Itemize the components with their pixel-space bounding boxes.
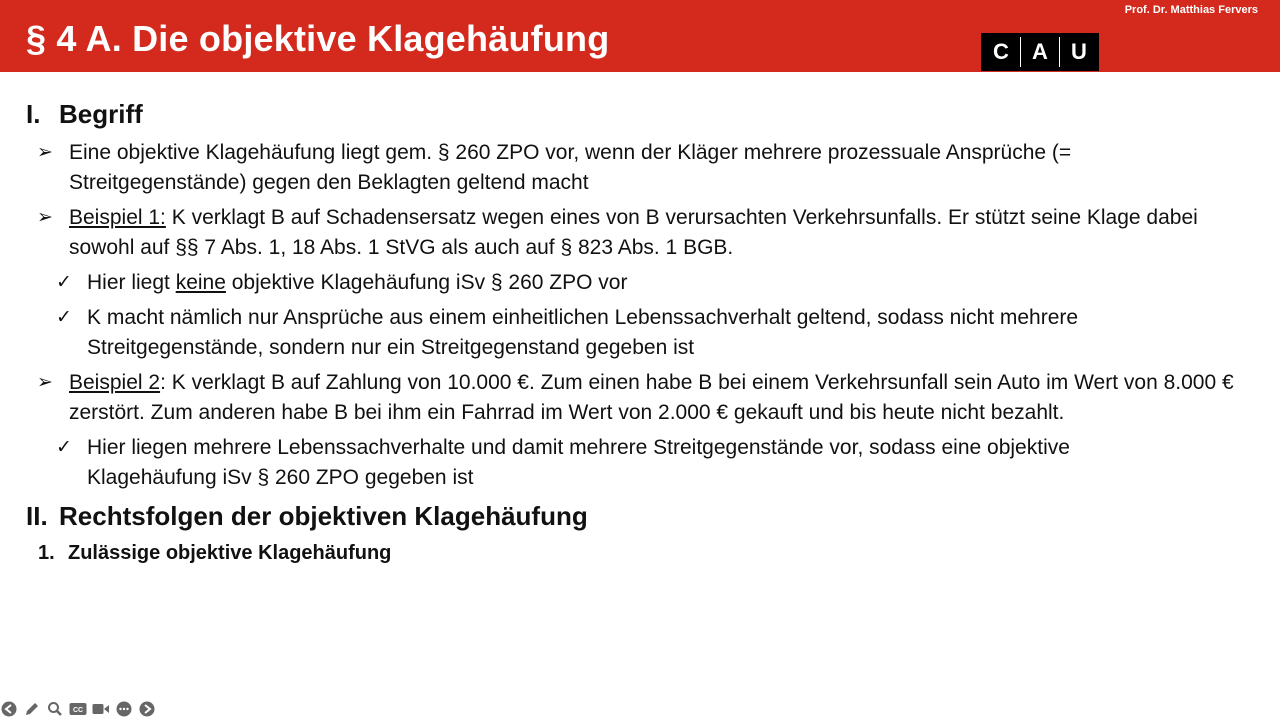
arrow-icon: ➢ xyxy=(37,372,53,393)
check-icon: ✓ xyxy=(56,272,72,293)
check-text: K macht nämlich nur Ansprüche aus einem einheitlichen Lebenssachverhalt geltend, sodass nicht mehrere Streitgegenstände, sondern nur ein Streitgegenstand gegeben ist xyxy=(87,306,1079,359)
section-title: Begriff xyxy=(59,99,143,129)
check-icon: ✓ xyxy=(56,307,72,328)
svg-text:CC: CC xyxy=(72,707,84,714)
bullet-text: Eine objektive Klagehäufung liegt gem. § 260 ZPO vor, wenn der Kläger mehrere prozessuale Ansprüche (= Streitgegenstände) gegen den Beklagten geltend macht xyxy=(69,141,1072,194)
subsection-title: Zulässige objektive Klagehäufung xyxy=(68,542,392,564)
captions-icon[interactable] xyxy=(69,700,87,718)
bullet-beispiel-1 xyxy=(37,203,1249,263)
logo-letter-u: U xyxy=(1071,39,1087,64)
more-icon[interactable] xyxy=(115,700,133,718)
section-number: II. xyxy=(26,501,48,531)
subsection-number: 1. xyxy=(38,542,55,564)
check-text-underlined: keine xyxy=(175,271,226,294)
logo-letter-c: C xyxy=(993,39,1009,64)
bullet-definition xyxy=(37,138,1249,198)
check-item-keine xyxy=(56,268,1257,298)
presentation-toolbar xyxy=(0,699,156,719)
arrow-icon: ➢ xyxy=(37,207,53,228)
zoom-icon[interactable] xyxy=(46,700,64,718)
subsection-heading-zulaessige xyxy=(38,542,391,565)
bullet-beispiel-2 xyxy=(37,368,1259,428)
bullet-text: : K verklagt B auf Zahlung von 10.000 €. Zum einen habe B bei einem Verkehrsunfall sein Auto im Wert von 8.000 € zerstört. Zum anderen habe B bei ihm ein Fahrrad im Wert von 2.000 € gekauft und bis heute nicht bezahlt. xyxy=(69,371,1234,424)
section-number: I. xyxy=(26,99,41,129)
section-heading-begriff xyxy=(26,99,143,130)
logo-letter-a: A xyxy=(1032,39,1048,64)
video-icon[interactable] xyxy=(92,700,110,718)
check-item-mehrere xyxy=(56,433,1187,493)
author-name: Prof. Dr. Matthias Fervers xyxy=(1124,4,1258,16)
check-icon: ✓ xyxy=(56,437,72,458)
check-text: Hier liegen mehrere Lebenssachverhalte und damit mehrere Streitgegenstände vor, sodass eine objektive Klagehäufung iSv § 260 ZPO gegeben ist xyxy=(87,436,1070,489)
pen-icon[interactable] xyxy=(23,700,41,718)
previous-icon[interactable] xyxy=(0,700,18,718)
section-title: Rechtsfolgen der objektiven Klagehäufung xyxy=(59,501,588,531)
bullet-text: K verklagt B auf Schadensersatz wegen eines von B verursachten Verkehrsunfalls. Er stützt seine Klage dabei sowohl auf §§ 7 Abs. 1, 18 Abs. 1 StVG als auch auf § 823 Abs. 1 BGB. xyxy=(69,206,1198,259)
slide-title: § 4 A. Die objektive Klagehäufung xyxy=(26,18,610,59)
check-text-post: objektive Klagehäufung iSv § 260 ZPO vor xyxy=(225,271,628,294)
beispiel-label: Beispiel 2 xyxy=(69,371,161,394)
beispiel-label: Beispiel 1: xyxy=(69,206,166,229)
arrow-icon: ➢ xyxy=(37,142,53,163)
check-item-lebenssachverhalt xyxy=(56,303,1207,363)
check-text-pre: Hier liegt xyxy=(87,271,176,294)
section-heading-rechtsfolgen xyxy=(26,501,588,532)
next-icon[interactable] xyxy=(138,700,156,718)
